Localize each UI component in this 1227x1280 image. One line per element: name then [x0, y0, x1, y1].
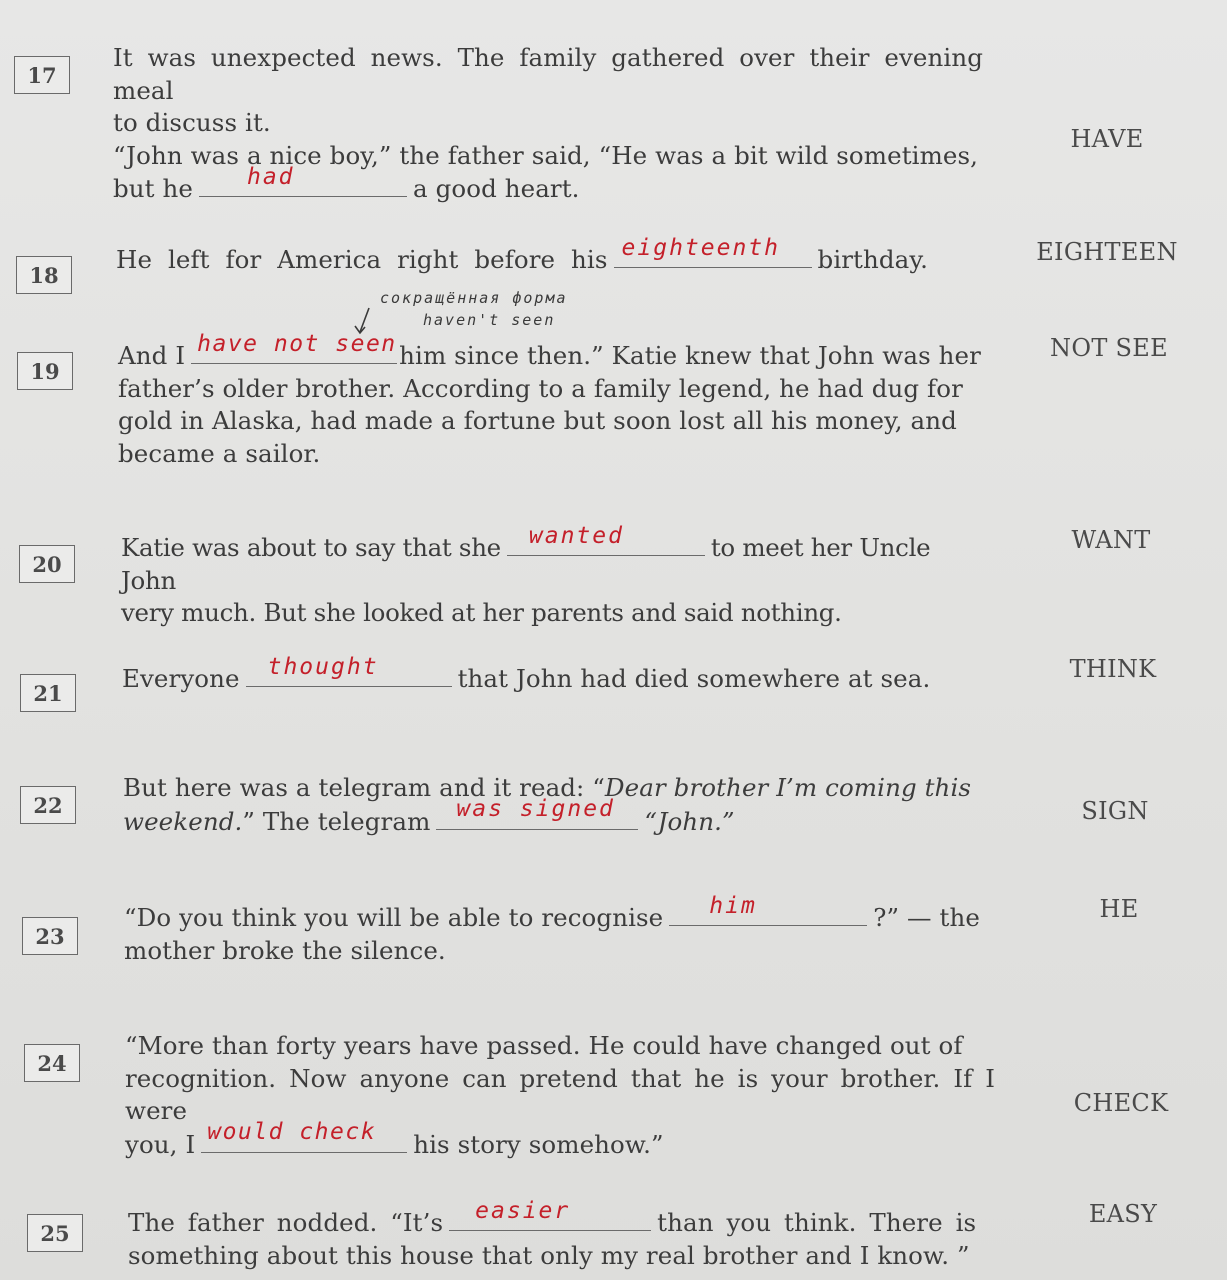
keyword-21: THINK	[1069, 655, 1157, 683]
task-21-after-blank: that John had died somewhere at sea.	[457, 664, 931, 693]
answer-blank-20[interactable]	[507, 522, 705, 556]
task-23-line-2: mother broke the silence.	[124, 935, 446, 965]
task-18-before-blank: He left for America right before his	[116, 245, 608, 274]
task-text-24	[125, 1030, 995, 1161]
keyword-19: NOT SEE	[1050, 334, 1168, 362]
task-number-24: 24	[24, 1044, 80, 1082]
answer-blank-23[interactable]	[669, 892, 867, 926]
task-17-line-1: It was unexpected news. The family gathered over their evening meal	[113, 43, 983, 105]
task-text-20	[121, 522, 991, 630]
task-19-line-3: gold in Alaska, had made a fortune but soon lost all his money, and	[118, 406, 957, 435]
task-22-line-2	[123, 796, 993, 839]
answer-21: thought	[267, 653, 379, 680]
task-19-line-2: father’s older brother. According to a family legend, he had dug for	[118, 373, 963, 403]
task-20-after-blank: to meet her Uncle John	[121, 533, 931, 595]
task-17-line-3: “John was a nice boy,” the father said, “He was a bit wild sometimes,	[113, 140, 979, 170]
task-22-before-italic: weekend.	[123, 806, 243, 836]
task-25-after-blank: than you think. There is	[657, 1208, 977, 1237]
task-20-before-blank: Katie was about to say that she	[121, 533, 501, 562]
task-24-line-3	[125, 1119, 995, 1162]
answer-19: have not seen	[197, 330, 397, 357]
handwritten-note-line-2: haven't seen	[423, 311, 556, 329]
task-number-19: 19	[17, 352, 73, 390]
task-24-after-blank: his story somehow.”	[413, 1129, 664, 1159]
keyword-22: SIGN	[1081, 797, 1149, 825]
task-text-23	[124, 892, 994, 967]
task-17-line-2: to discuss it.	[113, 108, 271, 137]
task-text-25	[128, 1197, 998, 1272]
task-number-23: 23	[22, 917, 78, 955]
task-text-17	[113, 42, 983, 206]
keyword-17: HAVE	[1070, 125, 1144, 153]
task-25-line-2: something about this house that only my real brother and I know. ”	[128, 1240, 970, 1270]
task-23-after-blank: ?” — the	[873, 903, 980, 932]
task-number-17: 17	[14, 56, 70, 94]
task-19-after-blank: him since then.” Katie knew that John was her	[399, 341, 981, 370]
task-number-22: 22	[20, 786, 76, 824]
task-number-18: 18	[16, 256, 72, 294]
task-20-line-2: very much. But she looked at her parents and said nothing.	[121, 598, 842, 627]
task-number-20: 20	[19, 545, 75, 583]
answer-blank-17[interactable]	[199, 163, 407, 197]
task-24-before-blank: you, I	[125, 1129, 196, 1159]
task-22-before-blank: ” The telegram	[242, 806, 431, 836]
answer-blank-22[interactable]	[436, 796, 638, 830]
answer-24: would check	[207, 1119, 377, 1145]
task-25-before-blank: The father nodded. “It’s	[128, 1208, 444, 1237]
task-20-line-1	[121, 522, 991, 597]
task-23-line-1	[124, 892, 994, 935]
task-21-before-blank: Everyone	[122, 664, 240, 693]
answer-18: eighteenth	[621, 234, 781, 261]
task-23-before-blank: “Do you think you will be able to recognise	[124, 903, 664, 932]
keyword-20: WANT	[1071, 526, 1151, 554]
task-17-line-4	[113, 163, 983, 206]
keyword-25: EASY	[1088, 1200, 1158, 1228]
task-25-line-1	[128, 1197, 998, 1240]
answer-blank-19[interactable]	[191, 330, 397, 364]
keyword-24: CHECK	[1073, 1089, 1169, 1117]
keyword-23: HE	[1099, 895, 1139, 923]
task-24-line-1: “More than forty years have passed. He could have changed out of	[125, 1031, 963, 1060]
task-22-after-italic: “John.”	[644, 806, 735, 836]
task-22-line-1-plain: But here was a telegram and it read: “	[123, 773, 605, 802]
answer-blank-25[interactable]	[449, 1197, 651, 1231]
task-24-line-2: recognition. Now anyone can pretend that he is your brother. If I were	[125, 1063, 995, 1125]
task-19-before-blank: And I	[118, 341, 186, 370]
task-text-22	[123, 772, 993, 838]
task-22-line-1-italic: Dear brother I’m coming this	[604, 773, 972, 802]
task-18-after-blank: birthday.	[817, 245, 928, 274]
answer-20: wanted	[528, 522, 624, 549]
task-text-18	[116, 234, 996, 277]
answer-blank-24[interactable]	[201, 1119, 407, 1153]
answer-23: him	[709, 892, 757, 919]
answer-blank-18[interactable]	[614, 234, 812, 268]
task-number-21: 21	[20, 674, 76, 712]
task-17-after-blank: a good heart.	[412, 174, 580, 203]
answer-blank-21[interactable]	[246, 653, 452, 687]
answer-25: easier	[475, 1197, 571, 1224]
task-19-line-4: became a sailor.	[118, 438, 321, 468]
answer-22: was signed	[456, 796, 615, 822]
answer-17: had	[246, 163, 295, 190]
task-19-line-1	[118, 330, 988, 373]
task-text-19	[118, 330, 988, 470]
task-17-before-blank: but he	[113, 174, 193, 203]
keyword-18: EIGHTEEN	[1036, 238, 1178, 266]
task-text-21	[122, 653, 992, 696]
task-number-25: 25	[27, 1214, 83, 1252]
handwritten-note-line-1: сокращённая форма	[380, 289, 568, 307]
